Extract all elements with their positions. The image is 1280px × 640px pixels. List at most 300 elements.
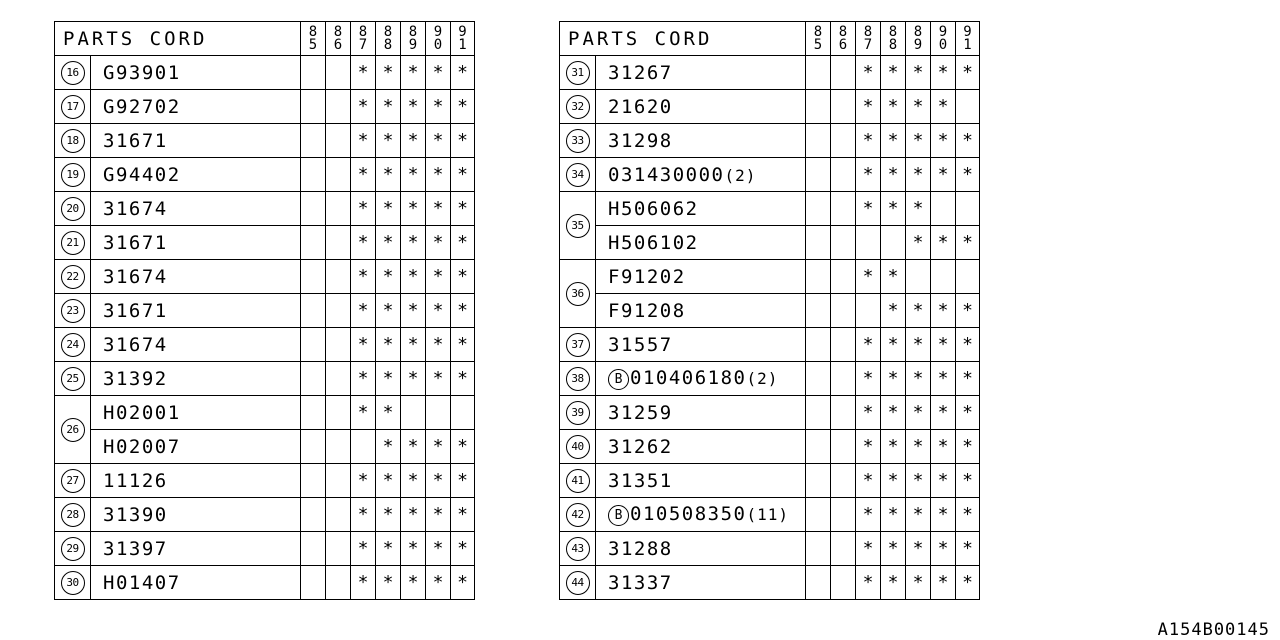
year-applicability-cell: * — [931, 566, 956, 600]
item-number-badge: 44 — [566, 571, 590, 595]
year-applicability-cell: * — [426, 124, 451, 158]
year-applicability-cell: * — [956, 328, 980, 362]
year-applicability-cell — [326, 226, 351, 260]
year-applicability-cell: * — [881, 498, 906, 532]
year-applicability-cell — [326, 56, 351, 90]
bolt-prefix-badge: B — [608, 369, 629, 390]
part-code-cell — [91, 158, 301, 192]
year-applicability-cell: * — [881, 124, 906, 158]
item-number-badge: 34 — [566, 163, 590, 187]
quantity-suffix: (2) — [724, 165, 757, 185]
year-applicability-cell: * — [451, 566, 475, 600]
part-code: 31390 — [103, 503, 168, 526]
year-applicability-cell — [301, 226, 326, 260]
item-number-badge: 40 — [566, 435, 590, 459]
year-applicability-cell — [856, 294, 881, 328]
table-row — [560, 464, 980, 498]
part-code-cell — [91, 124, 301, 158]
part-code-cell — [596, 362, 806, 396]
part-code-cell — [596, 532, 806, 566]
year-applicability-cell — [301, 124, 326, 158]
part-code-cell — [596, 294, 806, 328]
part-code-cell — [91, 192, 301, 226]
part-code: 31397 — [103, 537, 168, 560]
item-number-badge: 19 — [61, 163, 85, 187]
item-number-cell — [560, 498, 596, 532]
item-number-badge: 42 — [566, 503, 590, 527]
item-number-cell — [55, 158, 91, 192]
year-applicability-cell: * — [931, 362, 956, 396]
part-code: H02007 — [103, 435, 181, 458]
part-code: 31674 — [103, 197, 168, 220]
year-applicability-cell: * — [881, 396, 906, 430]
year-applicability-cell — [451, 396, 475, 430]
item-number-cell — [55, 226, 91, 260]
year-applicability-cell: * — [906, 124, 931, 158]
year-applicability-cell: * — [451, 90, 475, 124]
year-applicability-cell — [426, 396, 451, 430]
year-applicability-cell: * — [401, 192, 426, 226]
year-applicability-cell: * — [856, 260, 881, 294]
year-applicability-cell: * — [856, 56, 881, 90]
year-applicability-cell: * — [956, 56, 980, 90]
year-applicability-cell: * — [931, 328, 956, 362]
year-applicability-cell: * — [931, 430, 956, 464]
part-code-cell — [596, 260, 806, 294]
year-applicability-cell — [806, 294, 831, 328]
part-code: 21620 — [608, 95, 673, 118]
table-row — [55, 124, 475, 158]
year-applicability-cell — [326, 498, 351, 532]
part-code: 31671 — [103, 129, 168, 152]
year-applicability-cell — [806, 532, 831, 566]
year-applicability-cell — [931, 260, 956, 294]
year-applicability-cell: * — [401, 430, 426, 464]
year-applicability-cell: * — [931, 90, 956, 124]
item-number-badge: 37 — [566, 333, 590, 357]
item-number-badge: 33 — [566, 129, 590, 153]
year-applicability-cell: * — [426, 260, 451, 294]
year-digit: 8 — [888, 36, 898, 53]
year-applicability-cell: * — [856, 362, 881, 396]
year-applicability-cell — [831, 498, 856, 532]
year-applicability-cell: * — [956, 396, 980, 430]
year-applicability-cell — [831, 294, 856, 328]
year-applicability-cell — [301, 396, 326, 430]
year-applicability-cell — [806, 396, 831, 430]
table-row — [55, 226, 475, 260]
year-applicability-cell — [931, 192, 956, 226]
table-row — [55, 56, 475, 90]
year-applicability-cell — [831, 158, 856, 192]
year-applicability-cell: * — [906, 90, 931, 124]
year-applicability-cell: * — [376, 362, 401, 396]
year-applicability-cell — [831, 464, 856, 498]
item-number-cell — [560, 260, 596, 328]
year-applicability-cell: * — [426, 90, 451, 124]
part-code-cell — [91, 532, 301, 566]
year-applicability-cell: * — [956, 158, 980, 192]
part-code: 010508350 — [630, 503, 747, 525]
year-applicability-cell — [881, 226, 906, 260]
year-applicability-cell: * — [401, 532, 426, 566]
part-code-cell — [596, 498, 806, 532]
item-number-badge: 21 — [61, 231, 85, 255]
year-applicability-cell: * — [931, 498, 956, 532]
year-applicability-cell — [806, 124, 831, 158]
item-number-badge: 38 — [566, 367, 590, 391]
table-row — [560, 260, 980, 294]
year-applicability-cell: * — [906, 158, 931, 192]
table-row — [560, 294, 980, 328]
part-code: 31337 — [608, 571, 673, 594]
year-digit: 8 — [813, 23, 823, 40]
year-applicability-cell: * — [376, 396, 401, 430]
part-code: G92702 — [103, 95, 181, 118]
year-header — [326, 22, 351, 56]
year-applicability-cell: * — [401, 260, 426, 294]
table-row — [55, 362, 475, 396]
year-applicability-cell: * — [401, 56, 426, 90]
table-row — [55, 464, 475, 498]
year-header — [906, 22, 931, 56]
year-applicability-cell: * — [426, 532, 451, 566]
year-applicability-cell: * — [906, 226, 931, 260]
year-applicability-cell: * — [426, 294, 451, 328]
year-digit: 8 — [838, 23, 848, 40]
year-applicability-cell — [806, 430, 831, 464]
item-number-cell — [55, 90, 91, 124]
year-applicability-cell: * — [376, 566, 401, 600]
year-applicability-cell: * — [401, 566, 426, 600]
year-applicability-cell: * — [881, 56, 906, 90]
part-code-cell — [596, 566, 806, 600]
year-applicability-cell: * — [451, 532, 475, 566]
part-code: H02001 — [103, 401, 181, 424]
item-number-cell — [560, 124, 596, 158]
year-applicability-cell: * — [881, 430, 906, 464]
year-applicability-cell: * — [351, 192, 376, 226]
year-applicability-cell: * — [956, 464, 980, 498]
year-applicability-cell: * — [856, 328, 881, 362]
quantity-suffix: (2) — [746, 369, 779, 388]
year-header — [401, 22, 426, 56]
year-applicability-cell — [806, 328, 831, 362]
year-applicability-cell: * — [881, 532, 906, 566]
year-applicability-cell: * — [401, 226, 426, 260]
part-code-cell — [91, 430, 301, 464]
item-number-badge: 22 — [61, 265, 85, 289]
year-applicability-cell: * — [401, 158, 426, 192]
year-applicability-cell — [831, 396, 856, 430]
year-applicability-cell — [831, 192, 856, 226]
year-applicability-cell: * — [956, 294, 980, 328]
year-applicability-cell: * — [351, 124, 376, 158]
parts-table-left — [54, 21, 475, 600]
bolt-prefix-badge: B — [608, 505, 629, 526]
part-code-cell — [596, 90, 806, 124]
year-applicability-cell: * — [931, 56, 956, 90]
part-code-cell — [596, 124, 806, 158]
item-number-cell — [55, 328, 91, 362]
part-code: 31288 — [608, 537, 673, 560]
year-applicability-cell: * — [376, 328, 401, 362]
year-applicability-cell — [301, 56, 326, 90]
table-row — [560, 56, 980, 90]
year-header — [856, 22, 881, 56]
year-digit: 9 — [458, 23, 467, 40]
part-code: 31392 — [103, 367, 168, 390]
year-applicability-cell: * — [426, 430, 451, 464]
part-code: 31267 — [608, 61, 673, 84]
year-applicability-cell: * — [351, 90, 376, 124]
year-applicability-cell: * — [351, 464, 376, 498]
year-digit: 0 — [433, 36, 443, 53]
year-applicability-cell — [856, 226, 881, 260]
year-applicability-cell: * — [451, 328, 475, 362]
year-digit: 9 — [938, 23, 948, 40]
part-code-cell — [91, 566, 301, 600]
item-number-cell — [55, 566, 91, 600]
year-applicability-cell — [301, 566, 326, 600]
table-row — [55, 532, 475, 566]
diagram-reference-code: A154B00145 — [1157, 620, 1270, 640]
year-applicability-cell: * — [856, 532, 881, 566]
year-applicability-cell: * — [906, 192, 931, 226]
part-code: 31671 — [103, 231, 168, 254]
year-applicability-cell — [301, 532, 326, 566]
year-applicability-cell — [301, 192, 326, 226]
year-applicability-cell: * — [426, 158, 451, 192]
year-applicability-cell: * — [451, 464, 475, 498]
year-digit: 7 — [863, 36, 873, 53]
year-applicability-cell — [326, 192, 351, 226]
year-header — [806, 22, 831, 56]
item-number-badge: 30 — [61, 571, 85, 595]
year-applicability-cell: * — [856, 566, 881, 600]
year-applicability-cell — [831, 124, 856, 158]
year-applicability-cell — [326, 430, 351, 464]
year-applicability-cell: * — [931, 396, 956, 430]
year-applicability-cell: * — [856, 158, 881, 192]
part-code: H506062 — [608, 197, 699, 220]
year-applicability-cell: * — [451, 56, 475, 90]
table-row — [560, 124, 980, 158]
year-applicability-cell: * — [351, 260, 376, 294]
year-applicability-cell: * — [931, 124, 956, 158]
item-number-badge: 17 — [61, 95, 85, 119]
part-code: G93901 — [103, 61, 181, 84]
item-number-badge: 29 — [61, 537, 85, 561]
year-applicability-cell: * — [376, 498, 401, 532]
year-applicability-cell: * — [881, 158, 906, 192]
table-row — [560, 158, 980, 192]
item-number-cell — [55, 464, 91, 498]
year-applicability-cell: * — [906, 498, 931, 532]
year-applicability-cell: * — [856, 464, 881, 498]
year-applicability-cell: * — [401, 362, 426, 396]
year-digit: 5 — [308, 36, 318, 53]
item-number-cell — [560, 328, 596, 362]
year-digit: 8 — [408, 23, 418, 40]
year-digit: 8 — [863, 23, 873, 40]
year-applicability-cell — [401, 396, 426, 430]
year-applicability-cell — [956, 192, 980, 226]
year-applicability-cell: * — [401, 464, 426, 498]
year-applicability-cell: * — [426, 226, 451, 260]
year-applicability-cell: * — [426, 498, 451, 532]
item-number-cell — [55, 396, 91, 464]
year-applicability-cell: * — [376, 430, 401, 464]
table-row — [560, 192, 980, 226]
year-digit: 6 — [838, 36, 848, 53]
year-applicability-cell: * — [956, 532, 980, 566]
year-applicability-cell — [351, 430, 376, 464]
year-applicability-cell: * — [931, 464, 956, 498]
year-applicability-cell: * — [881, 260, 906, 294]
year-applicability-cell — [956, 260, 980, 294]
part-code-cell — [91, 396, 301, 430]
year-applicability-cell: * — [931, 226, 956, 260]
header-row — [55, 22, 475, 56]
item-number-cell — [55, 532, 91, 566]
parts-table-right — [559, 21, 980, 600]
year-digit: 8 — [308, 23, 318, 40]
year-applicability-cell: * — [906, 56, 931, 90]
year-digit: 8 — [888, 23, 898, 40]
year-applicability-cell: * — [376, 90, 401, 124]
part-code: G94402 — [103, 163, 181, 186]
table-row — [560, 532, 980, 566]
item-number-cell — [55, 56, 91, 90]
year-header — [376, 22, 401, 56]
year-applicability-cell — [301, 158, 326, 192]
table-row — [55, 192, 475, 226]
part-code-cell — [91, 498, 301, 532]
year-applicability-cell: * — [376, 260, 401, 294]
table-row — [55, 158, 475, 192]
year-header — [426, 22, 451, 56]
year-applicability-cell: * — [956, 226, 980, 260]
year-applicability-cell: * — [376, 158, 401, 192]
year-applicability-cell — [806, 260, 831, 294]
year-applicability-cell: * — [451, 430, 475, 464]
table-row — [560, 362, 980, 396]
year-digit: 8 — [383, 23, 393, 40]
item-number-badge: 35 — [566, 214, 590, 238]
year-digit: 8 — [333, 23, 343, 40]
part-code: 031430000 — [608, 163, 725, 186]
year-applicability-cell: * — [956, 362, 980, 396]
year-applicability-cell: * — [426, 192, 451, 226]
year-applicability-cell: * — [956, 124, 980, 158]
year-applicability-cell: * — [881, 90, 906, 124]
year-applicability-cell: * — [426, 464, 451, 498]
part-code-cell — [596, 328, 806, 362]
year-applicability-cell: * — [931, 158, 956, 192]
year-applicability-cell: * — [351, 226, 376, 260]
item-number-badge: 18 — [61, 129, 85, 153]
part-code-cell — [91, 56, 301, 90]
year-digit: 9 — [913, 36, 923, 53]
item-number-badge: 26 — [61, 418, 85, 442]
year-digit: 6 — [333, 36, 343, 53]
year-applicability-cell — [326, 464, 351, 498]
item-number-badge: 25 — [61, 367, 85, 391]
year-applicability-cell: * — [451, 124, 475, 158]
parts-cord-header: PARTS CORD — [55, 22, 301, 56]
table-row — [560, 396, 980, 430]
year-applicability-cell — [956, 90, 980, 124]
item-number-cell — [55, 294, 91, 328]
year-applicability-cell — [326, 328, 351, 362]
year-applicability-cell: * — [856, 90, 881, 124]
year-applicability-cell: * — [401, 124, 426, 158]
year-applicability-cell — [831, 90, 856, 124]
year-applicability-cell: * — [351, 498, 376, 532]
year-digit: 9 — [433, 23, 443, 40]
table-row — [55, 260, 475, 294]
year-applicability-cell — [831, 226, 856, 260]
year-applicability-cell: * — [451, 362, 475, 396]
table-row — [55, 498, 475, 532]
item-number-badge: 32 — [566, 95, 590, 119]
year-header — [831, 22, 856, 56]
year-digit: 1 — [963, 36, 972, 53]
year-digit: 8 — [383, 36, 393, 53]
table-row — [560, 430, 980, 464]
year-applicability-cell: * — [426, 328, 451, 362]
part-code: 31262 — [608, 435, 673, 458]
table-row — [55, 90, 475, 124]
year-applicability-cell — [806, 192, 831, 226]
year-header — [451, 22, 475, 56]
year-applicability-cell: * — [401, 328, 426, 362]
year-applicability-cell: * — [426, 566, 451, 600]
year-applicability-cell: * — [426, 362, 451, 396]
part-code-cell — [91, 464, 301, 498]
year-header — [956, 22, 980, 56]
part-code-cell — [596, 464, 806, 498]
item-number-cell — [560, 192, 596, 260]
item-number-badge: 16 — [61, 61, 85, 85]
year-applicability-cell: * — [881, 328, 906, 362]
part-code-cell — [596, 56, 806, 90]
year-applicability-cell: * — [426, 56, 451, 90]
year-applicability-cell — [831, 566, 856, 600]
part-code: 010406180 — [630, 367, 747, 389]
part-code: 31298 — [608, 129, 673, 152]
item-number-badge: 39 — [566, 401, 590, 425]
part-code: 11126 — [103, 469, 168, 492]
year-applicability-cell: * — [351, 56, 376, 90]
part-code-cell — [596, 158, 806, 192]
parts-cord-header: PARTS CORD — [560, 22, 806, 56]
item-number-cell — [560, 56, 596, 90]
year-applicability-cell — [326, 362, 351, 396]
year-applicability-cell — [806, 158, 831, 192]
year-applicability-cell — [301, 362, 326, 396]
year-applicability-cell: * — [376, 192, 401, 226]
item-number-cell — [560, 396, 596, 430]
item-number-cell — [55, 192, 91, 226]
item-number-cell — [560, 90, 596, 124]
year-applicability-cell: * — [856, 124, 881, 158]
part-code-cell — [596, 430, 806, 464]
year-applicability-cell — [326, 124, 351, 158]
item-number-badge: 23 — [61, 299, 85, 323]
year-applicability-cell — [831, 532, 856, 566]
